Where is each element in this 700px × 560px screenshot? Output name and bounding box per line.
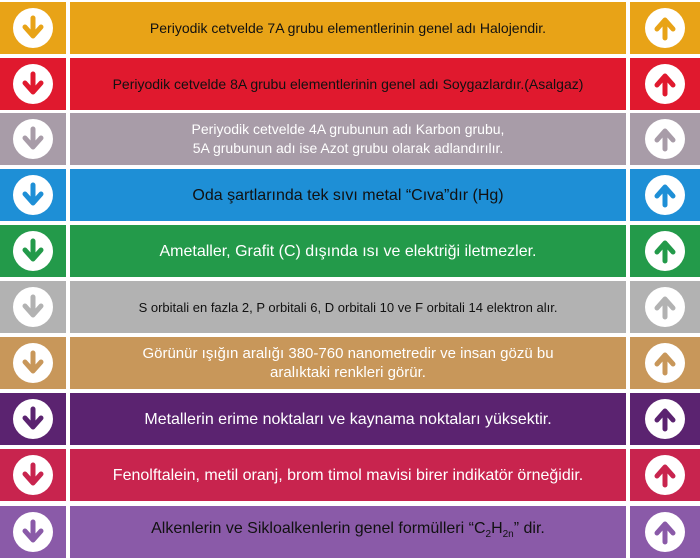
formula-part: 2 [485, 529, 492, 541]
row-left-cell [0, 393, 66, 445]
fact-row [0, 337, 700, 389]
row-left-cell [0, 337, 66, 389]
row-right-cell [630, 393, 700, 445]
row-right-cell [630, 58, 700, 110]
arrow-down-icon[interactable] [13, 399, 53, 439]
fact-text [70, 75, 626, 94]
arrow-down-icon[interactable] [13, 119, 53, 159]
arrow-down-icon[interactable] [13, 512, 53, 552]
formula-part: H [491, 520, 503, 538]
row-left-cell [0, 58, 66, 110]
fact-line: S orbitali en fazla 2, P orbitali 6, D orbitali 10 ve F orbitali 14 elektron alır. [138, 299, 558, 315]
arrow-up-icon[interactable] [645, 287, 685, 327]
fact-row [0, 506, 700, 558]
fact-text [70, 298, 626, 317]
fact-row [0, 225, 700, 277]
fact-line: Oda şartlarında tek sıvı metal “Cıva”dır (Hg) [192, 186, 504, 204]
row-right-cell [630, 2, 700, 54]
fact-line: Periyodik cetvelde 7A grubu elementlerinin genel adı Halojendir. [149, 19, 547, 36]
fact-line [76, 519, 620, 544]
arrow-up-icon[interactable] [645, 64, 685, 104]
fact-line: aralıktaki renkleri görür. [270, 364, 426, 381]
row-text-cell [70, 337, 626, 389]
row-left-cell [0, 449, 66, 501]
fact-row [0, 58, 700, 110]
row-text-cell [70, 58, 626, 110]
arrow-down-icon[interactable] [13, 455, 53, 495]
fact-row [0, 281, 700, 333]
fact-line: Görünür ışığın aralığı 380-760 nanometredir ve insan gözü bu [142, 345, 554, 362]
fact-text [70, 410, 626, 429]
fact-row [0, 449, 700, 501]
row-text-cell [70, 281, 626, 333]
fact-row [0, 113, 700, 165]
arrow-down-icon[interactable] [13, 231, 53, 271]
arrow-down-icon[interactable] [13, 343, 53, 383]
fact-text [70, 120, 626, 158]
row-right-cell [630, 169, 700, 221]
arrow-down-icon[interactable] [13, 64, 53, 104]
arrow-down-icon[interactable] [13, 287, 53, 327]
fact-line: Ametaller, Grafit (C) dışında ısı ve elektriği iletmezler. [159, 242, 537, 260]
arrow-up-icon[interactable] [645, 343, 685, 383]
arrow-up-icon[interactable] [645, 8, 685, 48]
row-text-cell [70, 225, 626, 277]
fact-line: Fenolftalein, metil oranj, brom timol mavisi birer indikatör örneğidir. [112, 466, 584, 484]
arrow-up-icon[interactable] [645, 119, 685, 159]
formula-part: ” dir. [513, 520, 545, 538]
row-text-cell [70, 169, 626, 221]
arrow-up-icon[interactable] [645, 512, 685, 552]
fact-line: Periyodik cetvelde 8A grubu elementlerinin genel adı Soygazlardır.(Asalgaz) [112, 75, 584, 92]
arrow-down-icon[interactable] [13, 8, 53, 48]
fact-text [70, 19, 626, 38]
row-text-cell [70, 2, 626, 54]
formula-part: Alkenlerin ve Sikloalkenlerin genel formülleri “C [151, 520, 486, 538]
fact-row [0, 393, 700, 445]
row-left-cell [0, 169, 66, 221]
row-left-cell [0, 506, 66, 558]
row-text-cell [70, 506, 626, 558]
row-text-cell [70, 113, 626, 165]
row-right-cell [630, 337, 700, 389]
fact-row [0, 169, 700, 221]
fact-text [70, 466, 626, 485]
fact-text [70, 344, 626, 382]
formula-part: 2n [502, 529, 514, 541]
row-right-cell [630, 506, 700, 558]
row-right-cell [630, 281, 700, 333]
row-right-cell [630, 225, 700, 277]
fact-text [70, 242, 626, 261]
fact-text [70, 186, 626, 205]
row-left-cell [0, 113, 66, 165]
fact-text [70, 519, 626, 544]
row-left-cell [0, 2, 66, 54]
fact-line: Periyodik cetvelde 4A grubunun adı Karbon grubu, [191, 121, 505, 137]
row-left-cell [0, 281, 66, 333]
row-text-cell [70, 449, 626, 501]
row-text-cell [70, 393, 626, 445]
arrow-up-icon[interactable] [645, 231, 685, 271]
arrow-up-icon[interactable] [645, 455, 685, 495]
fact-line: Metallerin erime noktaları ve kaynama noktaları yüksektir. [144, 410, 552, 428]
row-right-cell [630, 113, 700, 165]
arrow-down-icon[interactable] [13, 175, 53, 215]
row-right-cell [630, 449, 700, 501]
arrow-up-icon[interactable] [645, 399, 685, 439]
fact-line: 5A grubunun adı ise Azot grubu olarak adlandırılır. [192, 140, 504, 156]
row-left-cell [0, 225, 66, 277]
arrow-up-icon[interactable] [645, 175, 685, 215]
fact-row [0, 2, 700, 54]
